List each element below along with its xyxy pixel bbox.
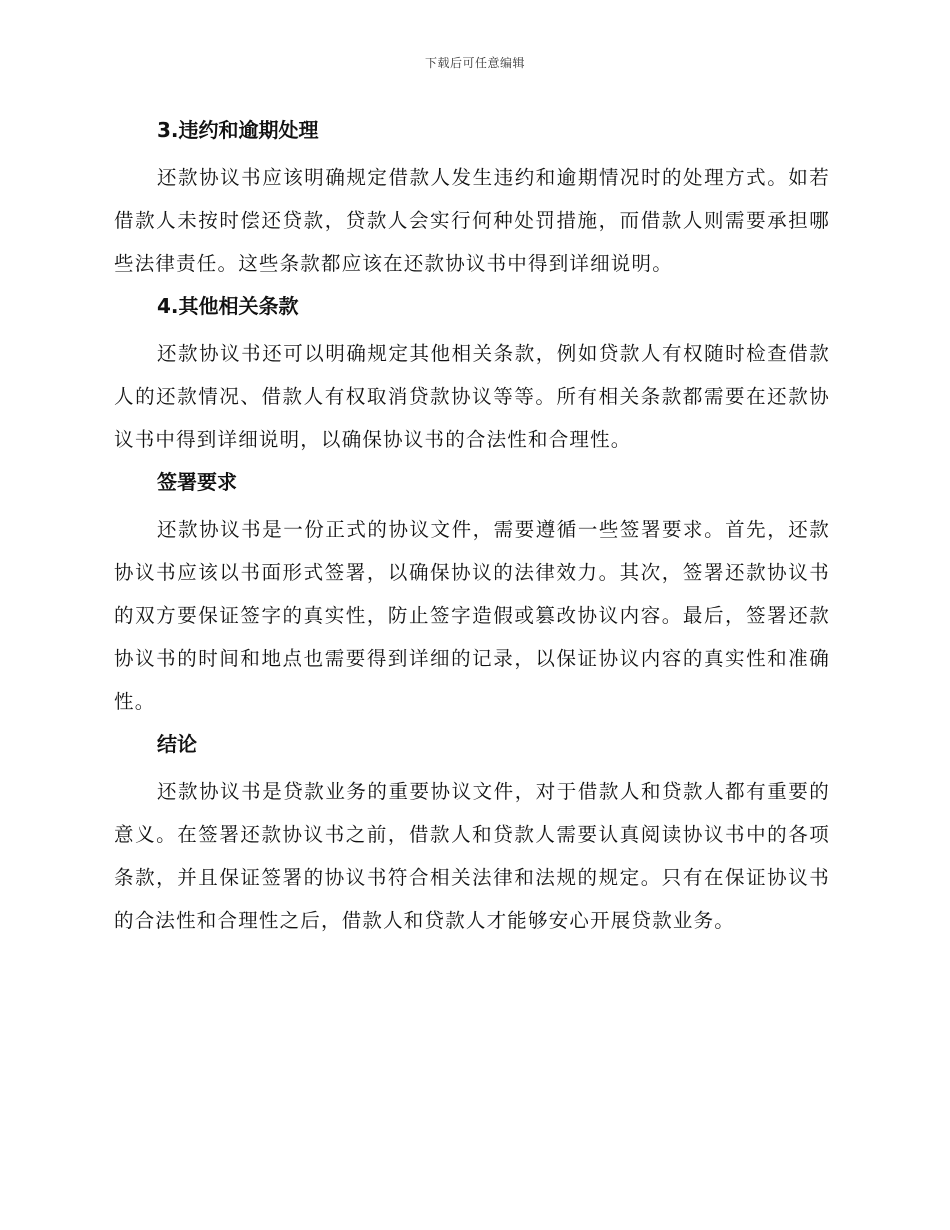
- section-paragraph-signing-requirements: 还款协议书是一份正式的协议文件，需要遵循一些签署要求。首先，还款协议书应该以书面形式签署，以确保协议的法律效力。其次，签署还款协议书的双方要保证签字的真实性，防止签字造假或篡改协议内容。最后，签署还款协议书的时间和地点也需要得到详细的记录，以保证协议内容的真实性和准确性。: [114, 518, 830, 713]
- section-heading-conclusion: 结论: [157, 732, 197, 756]
- section-paragraph-other-terms: 还款协议书还可以明确规定其他相关条款，例如贷款人有权随时检查借款人的还款情况、借款人有权取消贷款协议等等。所有相关条款都需要在还款协议书中得到详细说明，以确保协议书的合法性和合理性。: [114, 342, 830, 451]
- section-heading-signing-requirements: 签署要求: [157, 470, 237, 494]
- document-body: [114, 110, 830, 949]
- section-paragraph-default-handling: 还款协议书应该明确规定借款人发生违约和逾期情况时的处理方式。如若借款人未按时偿还贷款，贷款人会实行何种处罚措施，而借款人则需要承担哪些法律责任。这些条款都应该在还款协议书中得到详细说明。: [114, 166, 830, 275]
- section-heading-other-terms: 4.其他相关条款: [157, 294, 299, 318]
- page-header: 下载后可任意编辑: [424, 56, 525, 70]
- section-heading-default-handling: 3.违约和逾期处理: [157, 118, 319, 142]
- section-paragraph-conclusion: 还款协议书是贷款业务的重要协议文件，对于借款人和贷款人都有重要的意义。在签署还款协议书之前，借款人和贷款人需要认真阅读协议书中的各项条款，并且保证签署的协议书符合相关法律和法规的规定。只有在保证协议书的合法性和合理性之后，借款人和贷款人才能够安心开展贷款业务。: [114, 780, 830, 932]
